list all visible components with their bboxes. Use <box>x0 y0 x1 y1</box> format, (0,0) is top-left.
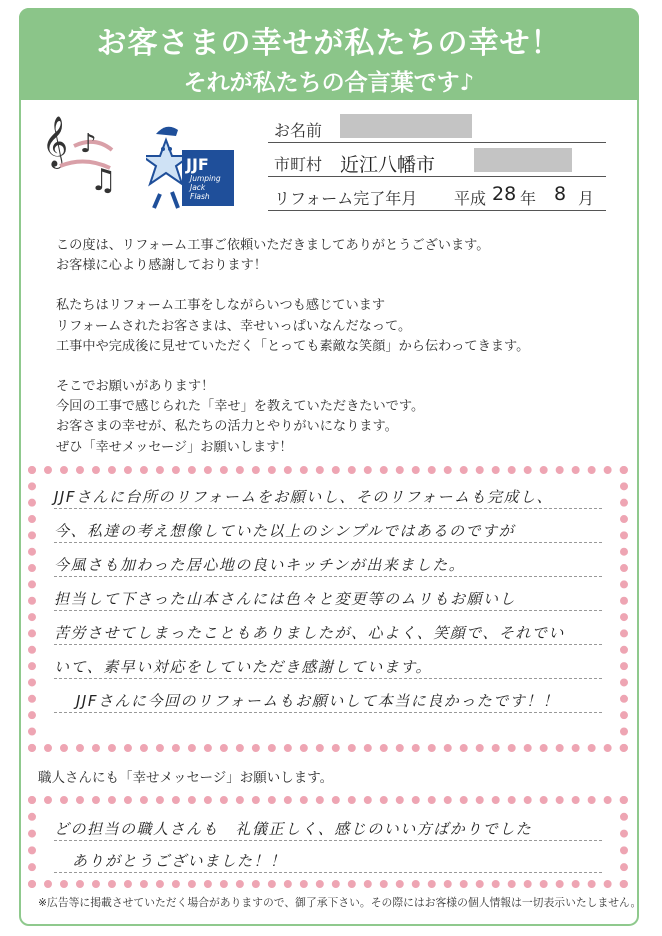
intro-line: 今回の工事で感じられた「幸せ」を教えていただきたいです。 <box>56 399 425 415</box>
name-row <box>268 112 606 143</box>
message-line: いて、素早い対応をしていただき感謝しています。 <box>54 658 433 676</box>
svg-text:𝄞: 𝄞 <box>42 116 69 167</box>
message-line: JJFさんに台所のリフォームをお願いし、そのリフォームも完成し、 <box>54 488 553 506</box>
message-line: 担当して下さった山本さんには色々と変更等のムリもお願いし <box>54 590 517 608</box>
logo-tagline-1: Jumping <box>190 174 221 183</box>
year-unit: 年 <box>520 189 537 208</box>
header-subtitle: それが私たちの合言葉です♪ <box>183 70 475 96</box>
ruled-line <box>54 644 602 645</box>
intro-paragraph <box>56 236 529 276</box>
intro-text <box>56 236 529 478</box>
year-value: 28 <box>492 183 517 205</box>
city-row <box>268 146 606 177</box>
craftsman-message-line: どの担当の職人さんも 礼儀正しく、感じのいい方ばかりでした <box>54 820 533 838</box>
intro-line: お客様に心より感謝しております！ <box>56 258 267 274</box>
intro-line: そこでお願いがあります！ <box>56 379 215 395</box>
address-redaction <box>474 148 572 172</box>
ruled-line <box>54 610 602 611</box>
svg-text:♫: ♫ <box>90 163 117 196</box>
intro-paragraph <box>56 377 529 458</box>
ruled-line <box>54 542 602 543</box>
ruled-line <box>54 508 602 509</box>
date-label: リフォーム完了年月 <box>274 189 418 208</box>
logo-tagline-3: Flash <box>190 192 210 201</box>
intro-line: 私たちはリフォーム工事をしながらいつも感じています <box>56 298 386 314</box>
city-label: 市町村 <box>274 155 323 174</box>
intro-line: 工事中や完成後に見せていただく「とっても素敵な笑顔」から伝わってきます。 <box>56 338 530 354</box>
music-notes-icon <box>40 106 120 196</box>
month-unit: 月 <box>578 189 595 208</box>
message-line: JJFさんに今回のリフォームもお願いして本当に良かったです！！ <box>76 692 560 710</box>
footer-note: ※広告等に掲載させていただく場合がありますので、御了承下さい。その際にはお客様の個人情報は一切表示いたしません。 <box>38 896 642 909</box>
era-label: 平成 <box>454 189 487 208</box>
intro-line: この度は、リフォーム工事ご依頼いただきましてありがとうございます。 <box>56 238 490 253</box>
ruled-line <box>54 872 602 873</box>
customer-message-box <box>28 466 628 752</box>
craftsman-section-label: 職人さんにも「幸せメッセージ」お願いします。 <box>38 770 334 786</box>
intro-line: お客さまの幸せが、私たちの活力とやりがいになります。 <box>56 419 398 435</box>
header-banner <box>19 8 639 100</box>
ruled-line <box>54 678 602 679</box>
intro-paragraph <box>56 296 529 357</box>
name-redaction <box>340 114 472 138</box>
message-line: 苦労させてしまったこともありましたが、心よく、笑顔で、それでい <box>54 624 565 642</box>
svg-text:♪: ♪ <box>80 129 97 159</box>
logo-tagline-2: Jack <box>190 183 206 192</box>
jjf-mascot-logo <box>146 122 236 214</box>
city-value: 近江八幡市 <box>340 154 436 176</box>
intro-line: リフォームされたお客さまは、幸せいっぱいなんだなって。 <box>56 318 412 334</box>
craftsman-message-line: ありがとうございました！！ <box>72 852 287 870</box>
intro-line: ぜひ「幸せメッセージ」お願いします！ <box>56 439 293 455</box>
ruled-line <box>54 840 602 841</box>
customer-info <box>268 112 606 214</box>
message-line: 今、私達の考え想像していた以上のシンプルではあるのですが <box>54 522 516 540</box>
header-title: お客さまの幸せが私たちの幸せ！ <box>96 26 562 61</box>
name-label: お名前 <box>274 121 323 140</box>
ruled-line <box>54 712 602 713</box>
craftsman-message-box <box>28 796 628 888</box>
month-value: 8 <box>554 183 567 205</box>
message-line: 今風さも加わった居心地の良いキッチンが出来ました。 <box>54 556 466 574</box>
logo-text: JJF <box>186 155 209 174</box>
ruled-line <box>54 576 602 577</box>
date-row <box>268 180 606 211</box>
